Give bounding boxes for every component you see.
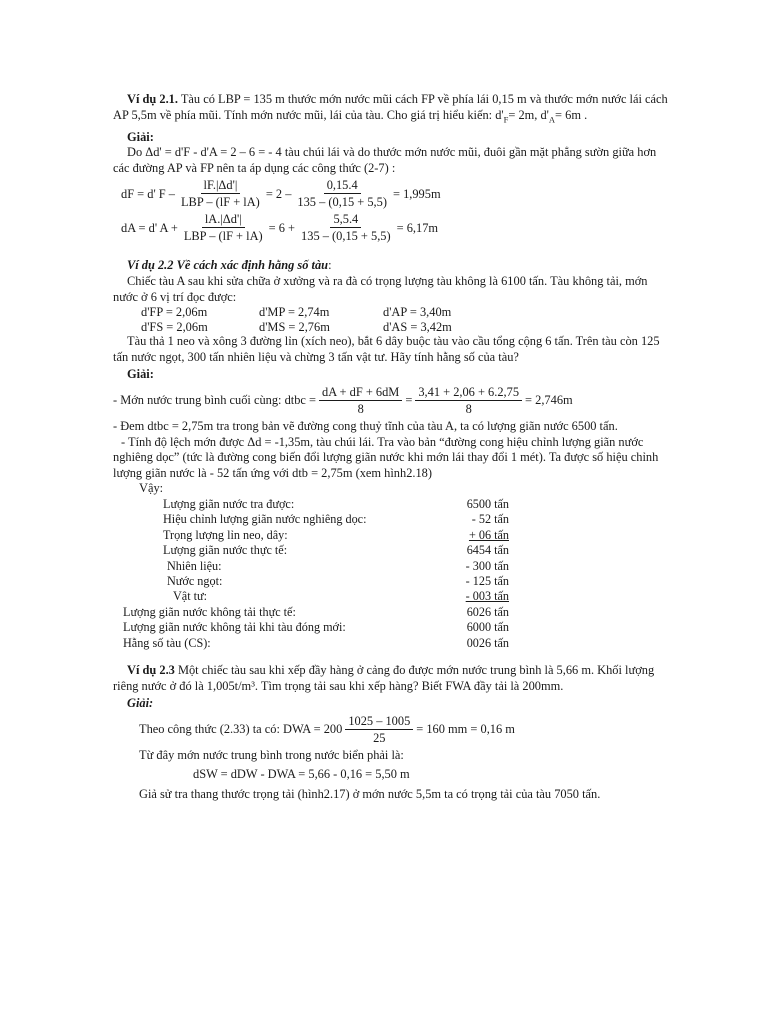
formula-dwa: Theo công thức (2.33) ta có: DWA = 200 $\frac{1025 - 1005}{25}$ = 160 mm = 0,16 m [139,713,515,745]
draft-readings-row-2: d'FS = 2,06m d'MS = 2,76m d'AS = 3,42m [141,319,452,334]
example-2-2-paragraph-1: Chiếc tàu A sau khi sửa chữa ở xưởng và ra đà có trọng lượng tàu không là 6100 tấn. Tàu không tải, mớn nước ở 6 vị trí đọc được: [113,274,648,304]
ledger-value: + 06 tấn [468,527,509,542]
example-2-2-subtitle: Về cách xác định hằng số tàu [176,258,329,273]
ledger-value: 6500 tấn [466,496,509,511]
formula-draft-aft: dA = d' A + $\frac{lA.|\Delta d'|}{\text{LBP – (lF + lA)}}$ = 6 + $\frac{5,5.4}{135 - (0,15 + 5,5)}$ = 6,17m [121,212,439,244]
ledger-row [123,559,509,574]
ledger-label: Nước ngọt: [167,574,223,588]
example-2-2-paragraph-4: - Tính độ lệch mớn được Δd = -1,35m, tàu chúi lái. Tra vào bản “đường cong hiệu chỉnh lượng giãn nước nghiêng dọc” (tức là đường cong biến đổi lượng giãn nước khi mớn lái thay đổi 1 mét). Ta được số hiệu chỉnh lượng giãn nước là - 52 tấn ứng với dtb = 2,75m (xem hình2.18) [113,434,659,480]
ledger-label: Hằng số tàu (CS): [123,635,211,650]
displacement-ledger [123,497,509,651]
example-2-2-heading: Ví dụ 2.2 Về cách xác định hằng số tàu: [127,258,332,273]
example-2-1-title: Ví dụ 2.1. [127,92,178,106]
example-2-1-solution-heading: Giải: [127,129,154,144]
ledger-row [123,574,509,589]
example-2-3-solution-heading: Giải: [127,696,154,711]
ledger-value: 6000 tấn [466,620,509,635]
ledger-value: 6454 tấn [466,543,509,558]
ledger-label: Nhiên liệu: [167,558,222,573]
example-2-3-statement [113,663,673,694]
ledger-row [123,620,509,635]
vay-label: Vậy: [139,481,164,496]
ledger-row [123,528,509,543]
ledger-value: - 300 tấn [465,558,509,573]
document-page [113,92,673,803]
draft-readings-row-1: d'FP = 2,06m d'MP = 2,74m d'AP = 3,40m [141,305,452,320]
ledger-row [123,636,509,651]
ledger-value: 0026 tấn [466,635,509,650]
example-2-2-solution-heading: Giải: [127,367,154,382]
formula-mean-draft: - Mớn nước trung bình cuối cùng: dtbc = $\frac{dA + dF + 6dM}{8}$ = $\frac{3,41 + 2,06 + 6.2,75}{8}$ = 2,746m [113,385,573,416]
example-2-3-paragraph-1: Từ đây mớn nước trung bình trong nước biển phải là: [139,747,404,762]
ledger-label: Lượng giãn nước không tải thực tế: [123,604,296,619]
ledger-value: - 52 tấn [471,512,509,527]
fraction: $\frac{3,41 + 2,06 + 6.2,75}{8}$ [415,385,522,417]
ledger-label: Vật tư: [173,589,208,604]
ledger-row [123,497,509,512]
ledger-label: Trọng lượng lỉn neo, dây: [163,527,288,542]
example-2-2-paragraph-3: - Đem dtbc = 2,75m tra trong bản vẽ đường cong thuỷ tĩnh của tàu A, ta có lượng giãn nước 6500 tấn. [113,419,618,433]
ledger-label: Lượng giãn nước không tải khi tàu đóng mới: [123,620,346,635]
ledger-row [123,543,509,558]
fraction: $\frac{dA + dF + 6dM}{8}$ [319,385,402,417]
fraction: $\frac{1025 - 1005}{25}$ [345,714,413,746]
fraction: $\frac{5,5.4}{135 - (0,15 + 5,5)}$ [301,212,391,244]
fraction: $\frac{lA.|\Delta d'|}{\text{LBP – (lF + lA)}}$ [183,212,263,244]
fraction: $\frac{0,15.4}{135 - (0,15 + 5,5)}$ [297,178,387,210]
example-2-3-paragraph-2: Giả sử tra thang thước trọng tải (hình2.17) ở mớn nước 5,5m ta có trọng tải của tàu 7050 tấn. [139,787,601,801]
ledger-label: Hiệu chỉnh lượng giãn nước nghiêng dọc: [163,512,367,527]
ledger-value: - 125 tấn [465,574,509,588]
example-2-3-title: Ví dụ 2.3 [127,663,175,678]
ledger-row [123,589,509,604]
example-2-1-body: Do Δd' = d'F - d'A = 2 – 6 = - 4 tàu chúi lái và do thước mớn nước mũi, đuôi gần mặt phẳng sườn giữa hơn các đường AP và FP nên ta áp dụng các công thức (2-7) : [113,145,657,175]
example-2-2-paragraph-2: Tàu thả 1 neo và xông 3 đường lỉn (xích neo), bắt 6 dây buộc tàu vào cầu tổng cộng 6 tấn. Trên tàu còn 125 tấn nước ngọt, 300 tấn nhiên liệu và chừng 3 tấn vật tư. Hãy tính hằng số của tàu? [113,334,660,364]
example-2-1-text: Tàu có LBP = 135 m thước mớn nước mũi cách FP về phía lái 0,15 m và thước mớn nước lái cách AP 5,5m về phía mũi. Tính mớn nước mũi, lái của tàu. Cho giá trị hiểu kiến: d' [113,92,668,122]
fraction: $\frac{lF.|\Delta d'|}{\text{LBP – (lF + lA)}}$ [180,178,260,210]
ledger-value: - 003 tấn [465,589,509,604]
formula-dsw: dSW = dDW - DWA = 5,66 - 0,16 = 5,50 m [193,767,410,782]
ledger-row [123,512,509,527]
example-2-1-statement: Ví dụ 2.1. Tàu có LBP = 135 m thước mớn nước mũi cách FP về phía lái 0,15 m và thước mớn nước lái cách AP 5,5m về phía mũi. Tính mớn nước mũi, lái của tàu. Cho giá trị hiểu kiến: $d'_F= 2m$, $d'_A= 6m$ . [113,92,668,125]
example-2-3-text: Một chiếc tàu sau khi xếp đầy hàng ở cảng đo được mớn nước trung bình là 5,66 m. Khối lượng riêng nước ở đó là 1,005t/m³. Tìm trọng tải sau khi xếp hàng? Biết FWA đầy tải là 200mm. [113,663,655,693]
ledger-value: 6026 tấn [466,604,509,619]
ledger-label: Lượng giãn nước thực tế: [163,543,288,558]
ledger-label: Lượng giãn nước tra được: [163,496,295,511]
example-2-2-title: Ví dụ 2.2 [127,258,174,273]
formula-draft-forward: dF = d' F – $\frac{lF.|\Delta d'|}{\text{LBP – (lF + lA)}}$ = 2 – $\frac{0,15.4}{135 - (0,15 + 5,5)}$ = 1,995m [121,178,441,210]
ledger-row [123,605,509,620]
